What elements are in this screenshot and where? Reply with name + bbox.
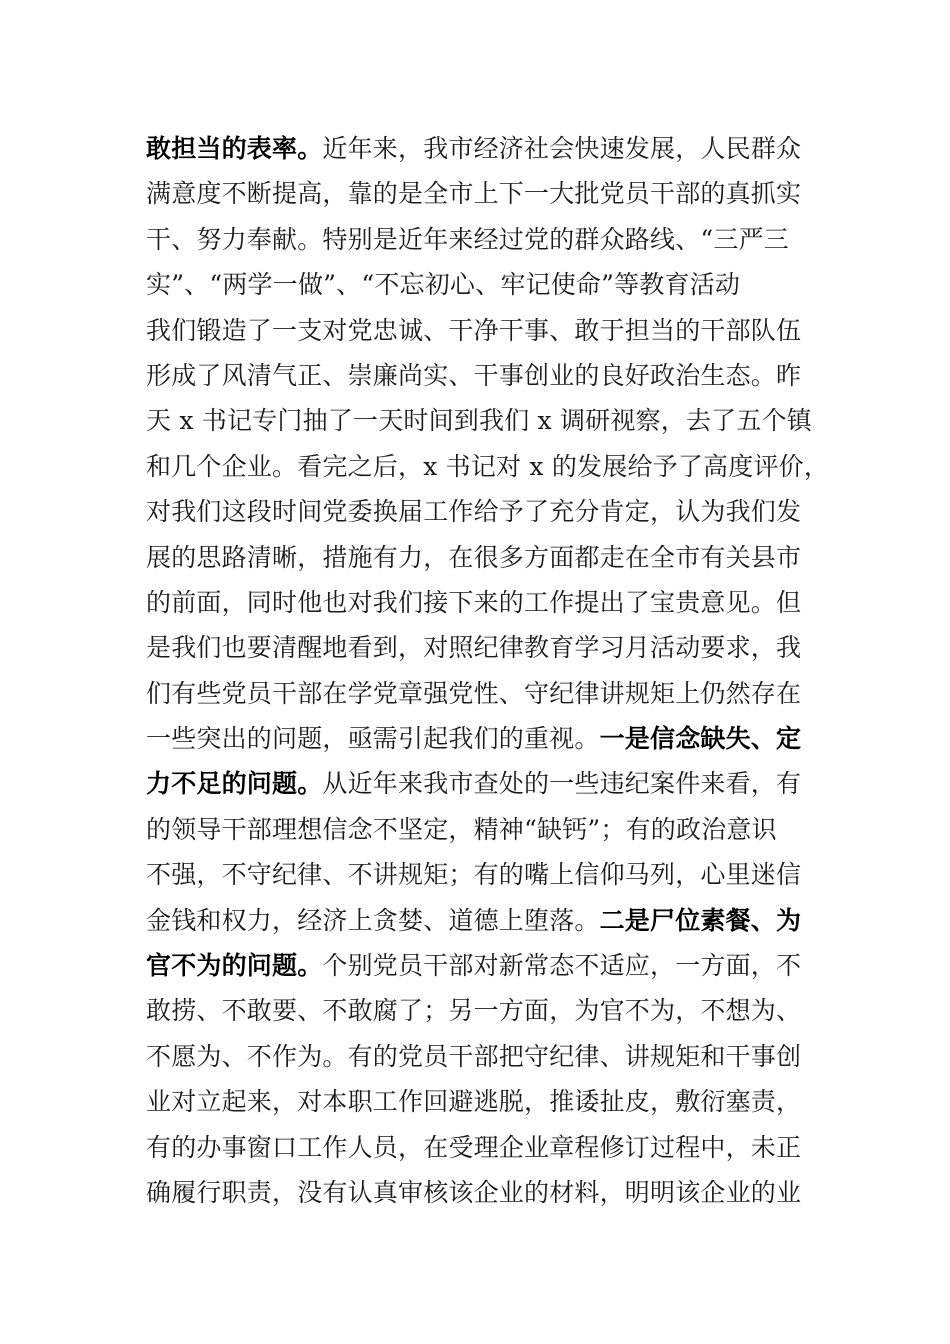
text-run: 干、努力奉献。特别是近年来经过党的群众路线、“三严三: [146, 224, 789, 254]
text-run: 和几个企业。看完之后，x 书记对 x 的发展给予了高度评价，: [146, 451, 830, 481]
text-line: [146, 262, 810, 307]
text-run: 有的办事窗口工作人员，在受理企业章程修订过程中，未正: [146, 1132, 802, 1162]
bold-heading-run: 一是信念缺失、定: [599, 724, 802, 754]
text-line: [146, 625, 810, 670]
text-line: [146, 943, 810, 988]
bold-heading-run: 二是尸位素餐、为: [599, 905, 802, 935]
text-run: 业对立起来，对本职工作回避逃脱，推诿扯皮，敷衍塞责，: [146, 1087, 802, 1117]
text-line: [146, 535, 810, 580]
text-run: 形成了风清气正、崇廉尚实、干事创业的良好政治生态。昨: [146, 360, 802, 390]
text-run: 们有些党员干部在学党章强党性、守纪律讲规矩上仍然存在: [146, 678, 802, 708]
text-run: 的领导干部理想信念不坚定，精神“缺钙”；有的政治意识: [146, 814, 777, 844]
text-line: [146, 1079, 810, 1124]
text-run: 的前面，同时他也对我们接下来的工作提出了宝贵意见。但: [146, 587, 802, 617]
text-run: 不强，不守纪律、不讲规矩；有的嘴上信仰马列，心里迷信: [146, 860, 802, 890]
text-line: [146, 898, 810, 943]
text-run: 不愿为、不作为。有的党员干部把守纪律、讲规矩和干事创: [146, 1041, 802, 1071]
text-line: [146, 1034, 810, 1079]
text-run: 对我们这段时间党委换届工作给予了充分肯定，认为我们发: [146, 497, 802, 527]
text-run: 近年来，我市经济社会快速发展，人民群众: [322, 134, 802, 163]
text-run: 实”、“两学一做”、“不忘初心、牢记使命”等教育活动: [146, 270, 741, 300]
body-paragraph: [146, 126, 830, 1215]
text-run: 个别党员干部对新常态不适应，一方面，不: [322, 951, 802, 981]
text-line: [146, 308, 810, 353]
text-run: 展的思路清晰，措施有力，在很多方面都走在全市有关县市: [146, 542, 802, 572]
text-line: [146, 1125, 810, 1170]
text-line: [146, 353, 810, 398]
text-run: 天 x 书记专门抽了一天时间到我们 x 调研视察，去了五个镇: [146, 406, 812, 436]
text-line: [146, 217, 810, 262]
text-line: [146, 988, 810, 1033]
text-run: 我们锻造了一支对党忠诚、干净干事、敢于担当的干部队伍: [146, 315, 802, 345]
text-line: [146, 761, 810, 806]
text-line: [146, 580, 810, 625]
text-line: [146, 171, 810, 216]
text-run: 是我们也要清醒地看到，对照纪律教育学习月活动要求，我: [146, 633, 802, 663]
bold-heading-run: 敢担当的表率。: [146, 134, 323, 163]
text-line: [146, 716, 810, 761]
text-run: 敢捞、不敢要、不敢腐了；另一方面，为官不为，不想为、: [146, 996, 802, 1026]
text-line: [146, 807, 810, 852]
bold-heading-run: 力不足的问题。: [146, 769, 323, 799]
text-line: [146, 126, 810, 171]
text-run: 从近年来我市查处的一些违纪案件来看，有: [322, 769, 802, 799]
text-line: [146, 444, 830, 489]
text-line: [146, 1170, 810, 1215]
text-run: 确履行职责，没有认真审核该企业的材料，明明该企业的业: [146, 1177, 802, 1207]
text-run: 金钱和权力，经济上贪婪、道德上堕落。: [146, 905, 600, 935]
text-line: [146, 489, 810, 534]
text-line: [146, 852, 810, 897]
text-line: [146, 671, 810, 716]
text-run: 一些突出的问题，亟需引起我们的重视。: [146, 724, 600, 754]
text-run: 满意度不断提高，靠的是全市上下一大批党员干部的真抓实: [146, 179, 802, 209]
bold-heading-run: 官不为的问题。: [146, 951, 323, 981]
text-line: [146, 398, 810, 443]
